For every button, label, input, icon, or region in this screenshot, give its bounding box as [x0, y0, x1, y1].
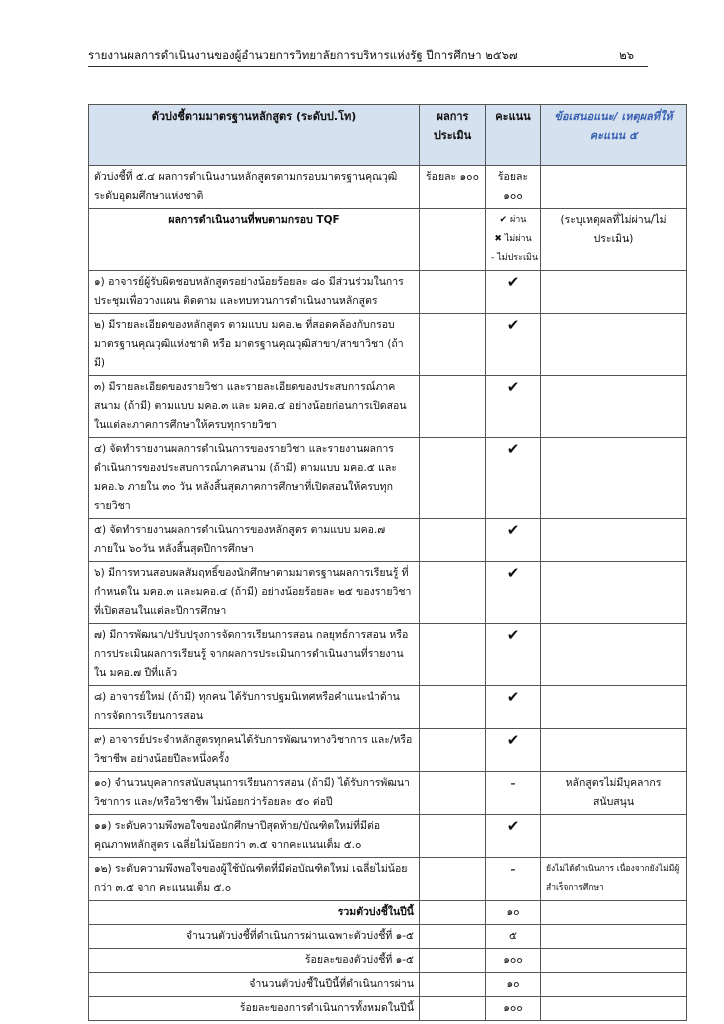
criterion-text: ๖) มีการทวนสอบผลสัมฤทธิ์ของนักศึกษาตามมาตรฐานผลการเรียนรู้ ที่กำหนดใน มคอ.๓ และมคอ.๔ (ถ้ามี) อย่างน้อยร้อยละ ๒๕ ของรายวิชาที่เปิดสอนในแต่ละปีการศึกษา [89, 562, 420, 624]
legend-fail: ✖ ไม่ผ่าน [494, 234, 532, 244]
criterion-note [541, 271, 687, 314]
criterion-note [541, 624, 687, 686]
criterion-result [420, 815, 486, 858]
criterion-text: ๑) อาจารย์ผู้รับผิดชอบหลักสูตรอย่างน้อยร้อยละ ๘๐ มีส่วนร่วมในการประชุมเพื่อวางแผน ติดตาม และทบทวนการดำเนินงานหลักสูตร [89, 271, 420, 314]
indicator-suggestion [541, 166, 687, 209]
criterion-note: ยังไม่ได้ดำเนินการ เนื่องจากยังไม่มีผู้สำเร็จการศึกษา [541, 858, 687, 901]
criterion-text: ๑๑) ระดับความพึงพอใจของนักศึกษาปีสุดท้าย/บัณฑิตใหม่ที่มีต่อคุณภาพหลักสูตร เฉลี่ยไม่น้อยกว่า ๓.๕ จากคะแนนเต็ม ๕.๐ [89, 815, 420, 858]
criterion-note [541, 314, 687, 376]
summary-value: ๑๐ [486, 901, 541, 925]
criterion-row [89, 562, 687, 624]
summary-value: ๑๐๐ [486, 949, 541, 973]
criterion-row [89, 271, 687, 314]
criterion-row [89, 772, 687, 815]
criterion-result [420, 772, 486, 815]
summary-label: จำนวนตัวบ่งชี้ในปีนี้ที่ดำเนินการผ่าน [89, 973, 420, 997]
legend-pass: ✔ ผ่าน [499, 215, 527, 225]
criterion-note [541, 815, 687, 858]
criterion-text: ๙) อาจารย์ประจำหลักสูตรทุกคนได้รับการพัฒนาทางวิชาการ และ/หรือวิชาชีพ อย่างน้อยปีละหนึ่งครั้ง [89, 729, 420, 772]
criterion-mark: - [486, 858, 541, 901]
criterion-mark: - [486, 772, 541, 815]
summary-value: ๕ [486, 925, 541, 949]
criterion-row [89, 815, 687, 858]
table-header-row [89, 105, 687, 166]
criterion-row [89, 729, 687, 772]
tqf-legend [486, 209, 541, 271]
criterion-text: ๓) มีรายละเอียดของรายวิชา และรายละเอียดของประสบการณ์ภาคสนาม (ถ้ามี) ตามแบบ มคอ.๓ และ มคอ.๔ อย่างน้อยก่อนการเปิดสอนในแต่ละภาคการศึกษาให้ครบทุกรายวิชา [89, 376, 420, 438]
criterion-row [89, 519, 687, 562]
indicator-row [89, 166, 687, 209]
criterion-text: ๒) มีรายละเอียดของหลักสูตร ตามแบบ มคอ.๒ ที่สอดคล้องกับกรอบมาตรฐานคุณวุฒิแห่งชาติ หรือ มาตรฐานคุณวุฒิสาขา/สาขาวิชา (ถ้ามี) [89, 314, 420, 376]
summary-row [89, 901, 687, 925]
summary-label: จำนวนตัวบ่งชี้ที่ดำเนินการผ่านเฉพาะตัวบ่งชี้ที่ ๑-๕ [89, 925, 420, 949]
criterion-row [89, 438, 687, 519]
criterion-mark: ✔ [486, 314, 541, 376]
summary-row [89, 973, 687, 997]
criterion-row [89, 686, 687, 729]
summary-note [541, 901, 687, 925]
criterion-result [420, 271, 486, 314]
tqf-row [89, 209, 687, 271]
criterion-result [420, 624, 486, 686]
summary-note [541, 973, 687, 997]
tqf-assessment-table [88, 104, 687, 1021]
criterion-row [89, 624, 687, 686]
tqf-note: (ระบุเหตุผลที่ไม่ผ่าน/ไม่ประเมิน) [541, 209, 687, 271]
indicator-result: ร้อยละ ๑๐๐ [420, 166, 486, 209]
criterion-mark: ✔ [486, 686, 541, 729]
summary-empty [420, 949, 486, 973]
header-result: ผลการประเมิน [420, 105, 486, 166]
criterion-text: ๕) จัดทำรายงานผลการดำเนินการของหลักสูตร ตามแบบ มคอ.๗ ภายใน ๖๐วัน หลังสิ้นสุดปีการศึกษา [89, 519, 420, 562]
summary-label: รวมตัวบ่งชี้ในปีนี้ [89, 901, 420, 925]
header-indicator: ตัวบ่งชี้ตามมาตรฐานหลักสูตร (ระดับป.โท) [89, 105, 420, 166]
criterion-result [420, 438, 486, 519]
indicator-score: ร้อยละ ๑๐๐ [486, 166, 541, 209]
criterion-note [541, 376, 687, 438]
criterion-row [89, 858, 687, 901]
summary-empty [420, 973, 486, 997]
criterion-text: ๑๐) จำนวนบุคลากรสนับสนุนการเรียนการสอน (ถ้ามี) ได้รับการพัฒนาวิชาการ และ/หรือวิชาชีพ ไม่น้อยกว่าร้อยละ ๕๐ ต่อปี [89, 772, 420, 815]
summary-value: ๑๐ [486, 973, 541, 997]
summary-label: ร้อยละของการดำเนินการทั้งหมดในปีนี้ [89, 997, 420, 1021]
criterion-note [541, 562, 687, 624]
summary-row [89, 925, 687, 949]
tqf-empty [420, 209, 486, 271]
criterion-note: หลักสูตรไม่มีบุคลากรสนับสนุน [541, 772, 687, 815]
criterion-mark: ✔ [486, 729, 541, 772]
criterion-mark: ✔ [486, 271, 541, 314]
page-header [88, 44, 648, 67]
criterion-result [420, 858, 486, 901]
indicator-text: ตัวบ่งชี้ที่ ๕.๔ ผลการดำเนินงานหลักสูตรตามกรอบมาตรฐานคุณวุฒิระดับอุดมศึกษาแห่งชาติ [89, 166, 420, 209]
summary-empty [420, 901, 486, 925]
criterion-result [420, 562, 486, 624]
criterion-mark: ✔ [486, 438, 541, 519]
summary-empty [420, 997, 486, 1021]
criterion-text: ๔) จัดทำรายงานผลการดำเนินการของรายวิชา และรายงานผลการดำเนินการของประสบการณ์ภาคสนาม (ถ้ามี) ตามแบบ มคอ.๕ และ มคอ.๖ ภายใน ๓๐ วัน หลังสิ้นสุดภาคการศึกษาที่เปิดสอนให้ครบทุกรายวิชา [89, 438, 420, 519]
criterion-mark: ✔ [486, 376, 541, 438]
legend-not-assessed: - ไม่ประเมิน [491, 253, 539, 263]
summary-label: ร้อยละของตัวบ่งชี้ที่ ๑-๕ [89, 949, 420, 973]
criterion-text: ๑๒) ระดับความพึงพอใจของผู้ใช้บัณฑิตที่มีต่อบัณฑิตใหม่ เฉลี่ยไม่น้อยกว่า ๓.๕ จาก คะแนนเต็ม ๕.๐ [89, 858, 420, 901]
summary-note [541, 997, 687, 1021]
header-suggestion: ข้อเสนอแนะ/ เหตุผลที่ให้คะแนน ๕ [541, 105, 687, 166]
criterion-text: ๗) มีการพัฒนา/ปรับปรุงการจัดการเรียนการสอน กลยุทธ์การสอน หรือ การประเมินผลการเรียนรู้ จากผลการประเมินการดำเนินงานที่รายงานใน มคอ.๗ ปีที่แล้ว [89, 624, 420, 686]
criterion-note [541, 686, 687, 729]
criterion-note [541, 519, 687, 562]
criterion-row [89, 314, 687, 376]
page-number: ๒๖ [619, 48, 634, 62]
criterion-result [420, 729, 486, 772]
summary-note [541, 949, 687, 973]
criterion-result [420, 314, 486, 376]
criterion-mark: ✔ [486, 519, 541, 562]
summary-note [541, 925, 687, 949]
criterion-note [541, 438, 687, 519]
summary-row [89, 949, 687, 973]
tqf-label: ผลการดำเนินงานที่พบตามกรอบ TQF [89, 209, 420, 271]
report-title: รายงานผลการดำเนินงานของผู้อำนวยการวิทยาลัยการบริหารแห่งรัฐ ปีการศึกษา ๒๕๖๗ [88, 48, 518, 62]
criterion-text: ๘) อาจารย์ใหม่ (ถ้ามี) ทุกคน ได้รับการปฐมนิเทศหรือคำแนะนำด้านการจัดการเรียนการสอน [89, 686, 420, 729]
summary-value: ๑๐๐ [486, 997, 541, 1021]
summary-empty [420, 925, 486, 949]
summary-row [89, 997, 687, 1021]
criterion-result [420, 376, 486, 438]
criterion-result [420, 519, 486, 562]
header-score: คะแนน [486, 105, 541, 166]
criterion-note [541, 729, 687, 772]
criterion-mark: ✔ [486, 624, 541, 686]
criterion-row [89, 376, 687, 438]
criterion-mark: ✔ [486, 815, 541, 858]
criterion-result [420, 686, 486, 729]
criterion-mark: ✔ [486, 562, 541, 624]
